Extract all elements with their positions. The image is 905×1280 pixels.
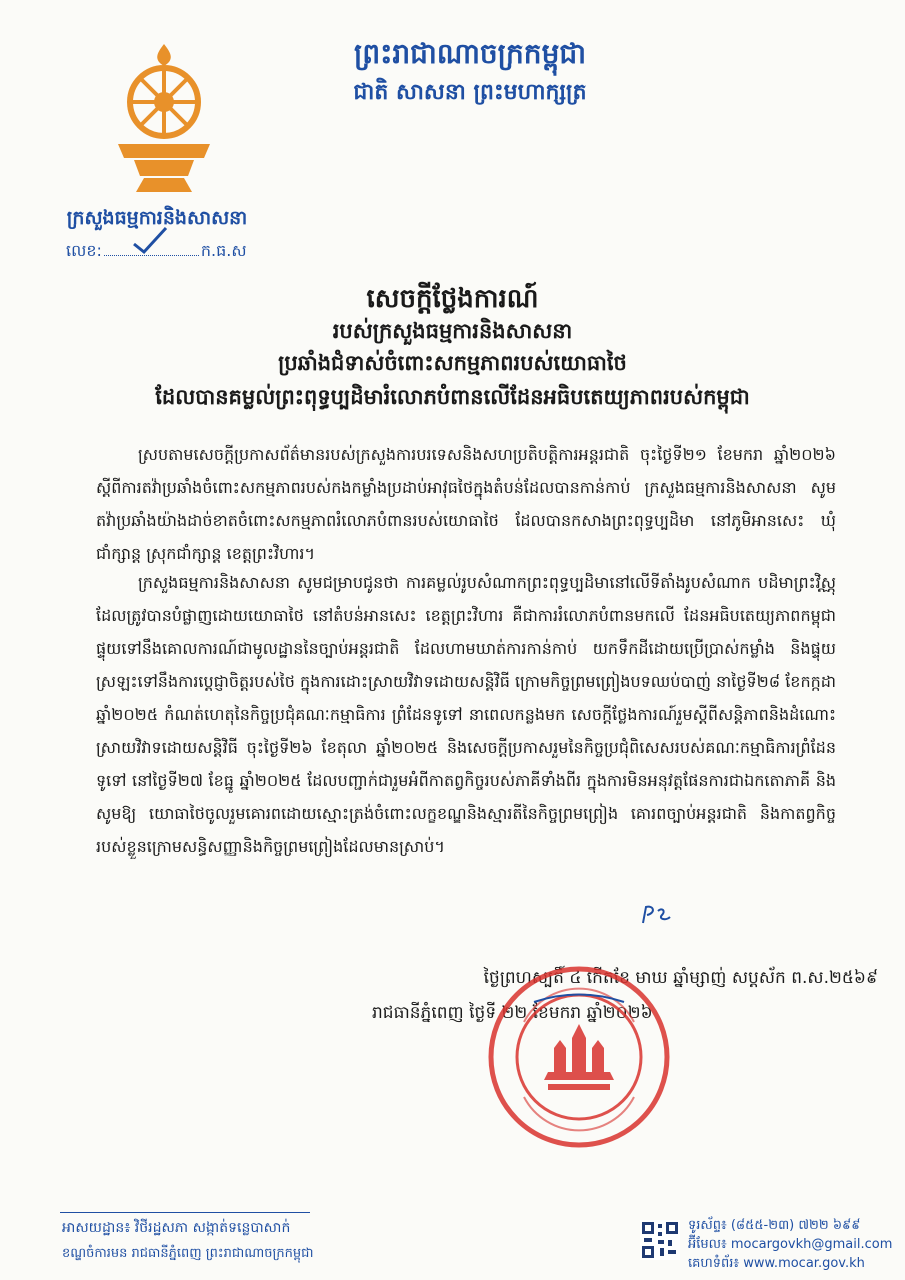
handwritten-initials [640, 903, 676, 927]
footer-divider [60, 1212, 310, 1213]
body-paragraph-2: ក្រសួងធម្មការនិងសាសនា សូមជម្រាបជូនថា ការគម្លល់រូបសំណាកព្រះពុទ្ធប្បដិមានៅលើទីតាំងរូបសំណាក បដិមាព្រះវិស្ណុ ដែលត្រូវបានបំផ្លាញដោយយោធាថៃ នៅតំបន់អានសេះ ខេត្តព្រះវិហារ គឺជាការរំលោភបំពានមកលើ ដែនអធិបតេយ្យភាពកម្ពុជា ផ្ទុយទៅនឹងគោលការណ៍ជាមូលដ្ឋាននៃច្បាប់អន្តរជាតិ ដែលហាមឃាត់ការកាន់កាប់ យកទឹកដីដោយប្រើប្រាស់កម្លាំង និងផ្ទុយស្រឡះទៅនឹងការប្តេជ្ញាចិត្តរបស់ថៃ ក្នុងការដោះស្រាយវិវាទដោយសន្តិវិធី ក្រោមកិច្ចព្រមព្រៀងបទឈប់បាញ់ នាថ្ងៃទី២៨ ខែកក្កដា ឆ្នាំ២០២៥ កំណត់ហេតុនៃកិច្ចប្រជុំគណៈកម្មាធិការ ព្រំដែនទូទៅ នាពេលកន្លងមក សេចក្តីថ្លែងការណ៍រួមស្តីពីសន្តិភាពនិងដំណោះស្រាយវិវាទដោយសន្តិវិធី ចុះថ្ងៃទី២៦ ខែតុលា ឆ្នាំ២០២៥ និងសេចក្តីប្រកាសរួមនៃកិច្ចប្រជុំពិសេសរបស់គណៈកម្មាធិការព្រំដែនទូទៅ នៅថ្ងៃទី២៧ ខែធ្នូ ឆ្នាំ២០២៥ ដែលបញ្ជាក់ជារួមអំពីកាតព្វកិច្ចរបស់ភាគីទាំងពីរ ក្នុងការមិនអនុវត្តផែនការជាឯកតោភាគី និងសូមឱ្យ យោធាថៃចូលរួមគោរពដោយស្មោះត្រង់ចំពោះលក្ខខណ្ឌនិងស្មារតីនៃកិច្ចព្រមព្រៀង គោរពច្បាប់អន្តរជាតិ និងកាតព្វកិច្ចរបស់ខ្លួនក្រោមសន្ធិសញ្ញានិងកិច្ចព្រមព្រៀងដែលមានស្រាប់។ [96, 573, 836, 856]
qr-code-icon[interactable] [640, 1220, 680, 1260]
document-title: សេចក្តីថ្លែងការណ៍ [366, 284, 539, 314]
lunar-date: ថ្ងៃព្រហស្បតិ៍ ៤ កើតខែ មាឃ ឆ្នាំម្សាញ់ សប្តស័ក ព.ស.២៥៦៩ [483, 968, 878, 988]
ministry-logo [104, 40, 224, 200]
document-subtitle-3: ដែលបានគម្លល់ព្រះពុទ្ធប្បដិមារំលោភបំពានលើដែនអធិបតេយ្យភាពរបស់កម្ពុជា [155, 385, 750, 409]
ref-suffix: ក.ធ.ស [200, 241, 247, 260]
footer-address-line-1: អាសយដ្ឋាន៖ វិថីរដ្ឋសភា សង្កាត់ទន្លេបាសាក់ [62, 1220, 291, 1236]
ref-label: លេខ: [66, 241, 102, 260]
solar-date: រាជធានីភ្នំពេញ ថ្ងៃទី ២២ ខែមករា ឆ្នាំ២០២៦ [372, 1003, 653, 1023]
checkmark-signature-icon [130, 226, 170, 256]
footer-email[interactable]: អ៊ីមែល៖ mocargovkh@gmail.com [688, 1237, 893, 1252]
footer-address-line-2: ខណ្ឌចំការមន រាជធានីភ្នំពេញ ព្រះរាជាណាចក្រកម្ពុជា [62, 1246, 314, 1261]
footer-website[interactable]: គេហទំព័រ៖ www.mocar.gov.kh [688, 1256, 865, 1271]
document-subtitle-2: ប្រឆាំងជំទាស់ចំពោះសកម្មភាពរបស់យោធាថៃ [278, 351, 627, 375]
footer-phone: ទូរស័ព្ទ៖ (៨៥៥-២៣) ៧២២ ៦៩៩ [688, 1218, 861, 1233]
official-seal-stamp [484, 962, 674, 1152]
national-motto: ជាតិ សាសនា ព្រះមហាក្សត្រ [353, 80, 587, 105]
body-paragraph-1: ស្របតាមសេចក្តីប្រកាសព័ត៌មានរបស់ក្រសួងការបរទេសនិងសហប្រតិបត្តិការអន្តរជាតិ ចុះថ្ងៃទី២១ ខែមករា ឆ្នាំ២០២៦ ស្តីពីការតវ៉ាប្រឆាំងចំពោះសកម្មភាពរបស់កងកម្លាំងប្រដាប់អាវុធថៃក្នុងតំបន់ដែលបានកាន់កាប់ ក្រសួងធម្មការនិងសាសនា សូមតវ៉ាប្រឆាំងយ៉ាងដាច់ខាតចំពោះសកម្មភាពរំលោភបំពានរបស់យោធាថៃ ដែលបានកសាងព្រះពុទ្ធប្បដិមា នៅភូមិអានសេះ ឃុំជាំក្សាន្ត ស្រុកជាំក្សាន្ត ខេត្តព្រះវិហារ។ [96, 445, 836, 563]
kingdom-title: ព្រះរាជាណាចក្រកម្ពុជា [353, 37, 586, 70]
ministry-name: ក្រសួងធម្មការនិងសាសនា [66, 207, 248, 229]
document-subtitle-1: របស់ក្រសួងធម្មការនិងសាសនា [332, 319, 573, 343]
